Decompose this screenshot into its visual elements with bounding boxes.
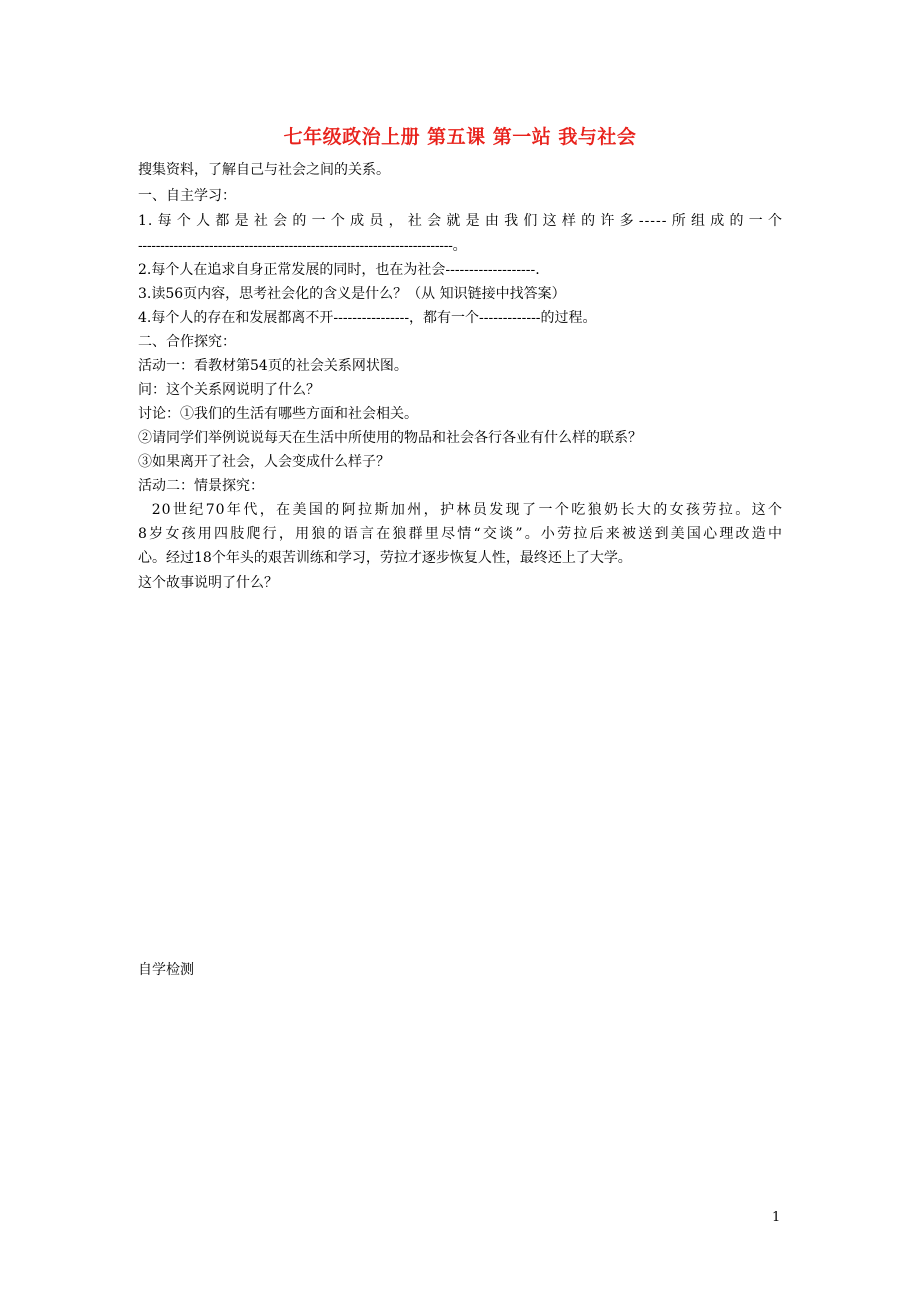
question-1-line: 1.每个人都是社会的一个成员，社会就是由我们这样的许多-----所组成的一个 bbox=[138, 213, 783, 229]
question-2-line: 2.每个人在追求自身正常发展的同时，也在为社会-------------------. bbox=[138, 262, 540, 278]
story-question: 这个故事说明了什么？ bbox=[138, 575, 278, 591]
intro-line: 搜集资料，了解自己与社会之间的关系。 bbox=[138, 162, 390, 178]
page-number: 1 bbox=[772, 1210, 781, 1225]
section-heading-self-study: 一、自主学习： bbox=[138, 188, 236, 204]
discussion-line-2: ②请同学们举例说说每天在生活中所使用的物品和社会各行各业有什么样的联系？ bbox=[138, 430, 642, 446]
story-line-3: 心。经过18个年头的艰苦训练和学习，劳拉才逐步恢复人性，最终还上了大学。 bbox=[138, 550, 632, 566]
activity-1-line: 活动一：看教材第54页的社会关系网状图。 bbox=[138, 358, 408, 374]
story-line-2: 8岁女孩用四肢爬行，用狼的语言在狼群里尽情“交谈”。小劳拉后来被送到美国心理改造中 bbox=[138, 526, 783, 542]
story-line-1: 20世纪70年代，在美国的阿拉斯加州，护林员发现了一个吃狼奶长大的女孩劳拉。这个 bbox=[138, 502, 783, 518]
activity-1-question: 问：这个关系网说明了什么？ bbox=[138, 382, 320, 398]
discussion-line-3: ③如果离开了社会，人会变成什么样子？ bbox=[138, 454, 390, 470]
activity-2-line: 活动二：情景探究： bbox=[138, 478, 264, 494]
self-test-heading: 自学检测 bbox=[138, 962, 194, 978]
question-1-blank-line: -----------------------------------------------------------------------。 bbox=[138, 238, 467, 254]
question-4-line: 4.每个人的存在和发展都离不开----------------，都有一个-------------的过程。 bbox=[138, 310, 597, 326]
section-heading-cooperative: 二、合作探究： bbox=[138, 334, 236, 350]
discussion-line-1: 讨论：①我们的生活有哪些方面和社会相关。 bbox=[138, 406, 418, 422]
question-3-line: 3.读56页内容，思考社会化的含义是什么？（从 知识链接中找答案） bbox=[138, 286, 566, 302]
page-title: 七年级政治上册 第五课 第一站 我与社会 bbox=[283, 126, 637, 148]
